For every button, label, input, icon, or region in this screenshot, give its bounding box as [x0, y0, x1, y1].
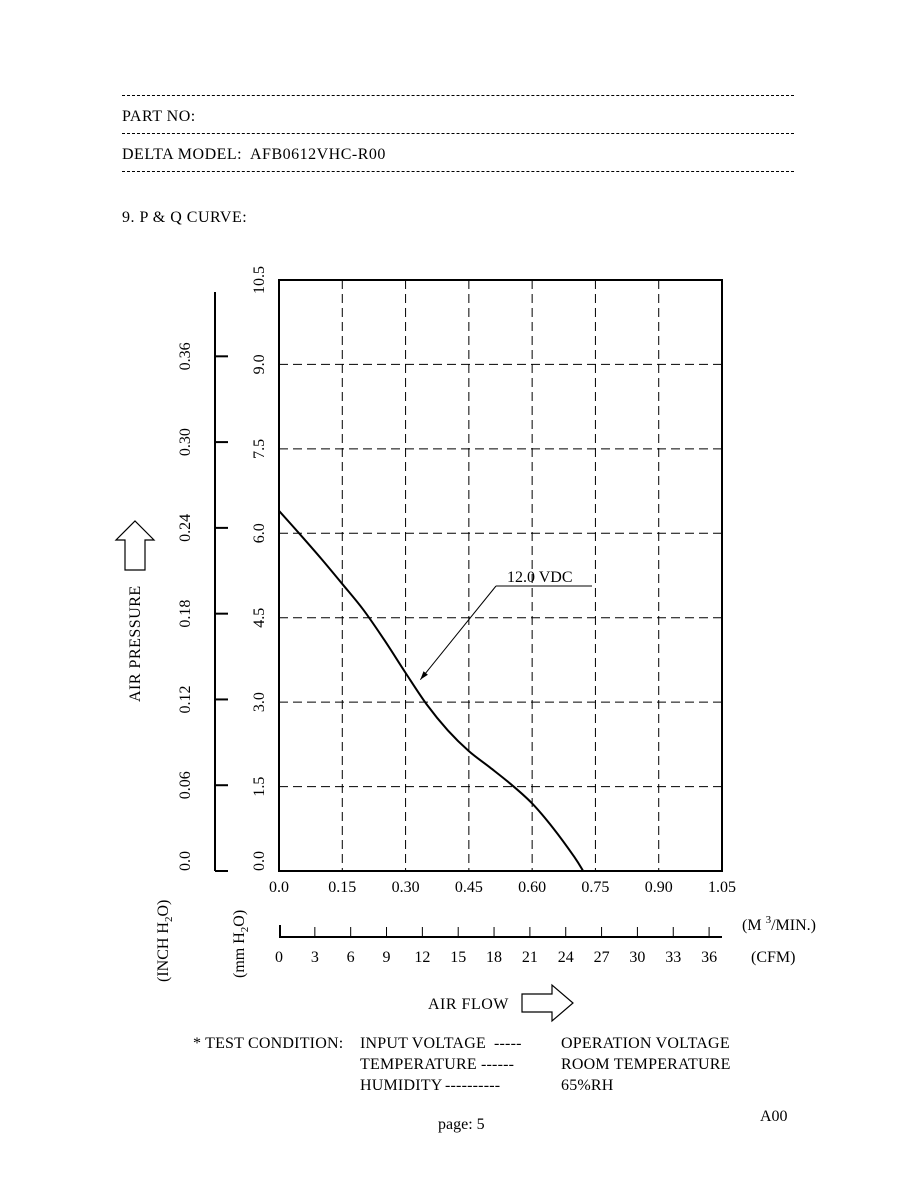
annotation-arrowhead — [420, 671, 428, 679]
mm-tick-label: 3.0 — [251, 692, 268, 713]
cfm-tick-label: 36 — [701, 949, 718, 966]
test-line-3-value: 65%RH — [561, 1077, 614, 1094]
mm-tick-label: 9.0 — [251, 354, 268, 375]
inch-tick-label: 0.24 — [177, 513, 194, 542]
m3-unit-label: (M $^3$/MIN.) — [742, 914, 816, 934]
x-axis-title: AIR FLOW — [428, 996, 509, 1013]
cfm-tick-label: 33 — [665, 949, 682, 966]
mm-tick-label: 1.5 — [251, 776, 268, 797]
inch-tick-label: 0.30 — [177, 428, 194, 457]
cfm-tick-label: 18 — [486, 949, 503, 966]
revision-code: A00 — [760, 1108, 788, 1125]
delta-model-label: DELTA MODEL: — [122, 146, 243, 163]
x-tick-labels — [269, 879, 736, 896]
cfm-tick-label: 21 — [521, 949, 538, 966]
test-line-3-label: HUMIDITY — [360, 1077, 443, 1094]
x-tick-label: 0.0 — [269, 879, 289, 896]
part-no-label: PART NO: — [122, 108, 196, 125]
test-line-2-value: ROOM TEMPERATURE — [561, 1056, 731, 1073]
delta-model-value: AFB0612VHC-R00 — [250, 146, 386, 163]
x-tick-label: 0.30 — [391, 879, 420, 896]
cfm-tick-label: 3 — [310, 949, 319, 966]
section-title: 9. P & Q CURVE: — [122, 209, 248, 226]
mm-tick-label: 10.5 — [251, 266, 268, 294]
test-line-1-dashes: ----- — [494, 1035, 522, 1052]
cfm-tick-label: 30 — [629, 949, 646, 966]
inch-tick-label: 0.18 — [177, 599, 194, 628]
x-tick-label: 0.60 — [518, 879, 547, 896]
cfm-tick-label: 15 — [450, 949, 467, 966]
x-tick-label: 0.90 — [644, 879, 673, 896]
mm-tick-label: 7.5 — [251, 438, 268, 459]
series-annotation — [420, 569, 592, 680]
inch-tick-label: 0.06 — [177, 771, 194, 800]
cfm-ticks — [275, 927, 717, 966]
series-line-12vdc — [279, 511, 583, 871]
cfm-tick-label: 0 — [275, 949, 283, 966]
mm-unit-label: (mm $H_2O$) — [231, 909, 251, 978]
mm-tick-label: 0.0 — [251, 851, 268, 871]
test-line-1-value: OPERATION VOLTAGE — [561, 1035, 730, 1052]
test-line-2-label: TEMPERATURE — [360, 1056, 477, 1073]
inch-tick-label: 0.36 — [177, 342, 194, 371]
chart-grid — [279, 280, 722, 871]
mm-tick-label: 4.5 — [251, 607, 268, 628]
x-tick-label: 0.15 — [328, 879, 357, 896]
test-condition-prefix: * TEST CONDITION: — [193, 1035, 344, 1052]
inch-unit-label: (INCH $H_2O$) — [155, 899, 175, 982]
cfm-tick-label: 6 — [346, 949, 355, 966]
series-label-12vdc: 12.0 VDC — [507, 569, 573, 586]
cfm-tick-label: 27 — [593, 949, 610, 966]
inch-tick-label: 0.12 — [177, 685, 194, 714]
cfm-tick-label: 24 — [557, 949, 574, 966]
x-tick-label: 0.75 — [581, 879, 610, 896]
mm-tick-label: 6.0 — [251, 523, 268, 544]
mm-tick-labels — [251, 266, 268, 871]
page-number: page: 5 — [438, 1116, 485, 1133]
cfm-tick-label: 12 — [414, 949, 431, 966]
right-arrow-icon — [522, 985, 573, 1021]
cfm-tick-label: 9 — [382, 949, 391, 966]
y-axis-title: AIR PRESSURE — [127, 585, 144, 702]
up-arrow-icon — [116, 521, 154, 570]
cfm-unit-label: (CFM) — [751, 949, 796, 966]
inch-tick-label: 0.0 — [177, 851, 194, 871]
x-tick-label: 0.45 — [454, 879, 483, 896]
annotation-leader-line — [420, 586, 496, 680]
test-line-3-dashes: ---------- — [445, 1077, 501, 1094]
test-line-1-label: INPUT VOLTAGE — [360, 1035, 486, 1052]
plot-frame — [279, 280, 722, 871]
inch-tick-labels — [177, 342, 228, 871]
x-tick-label: 1.05 — [708, 879, 736, 896]
test-line-2-dashes: ------ — [481, 1056, 515, 1073]
